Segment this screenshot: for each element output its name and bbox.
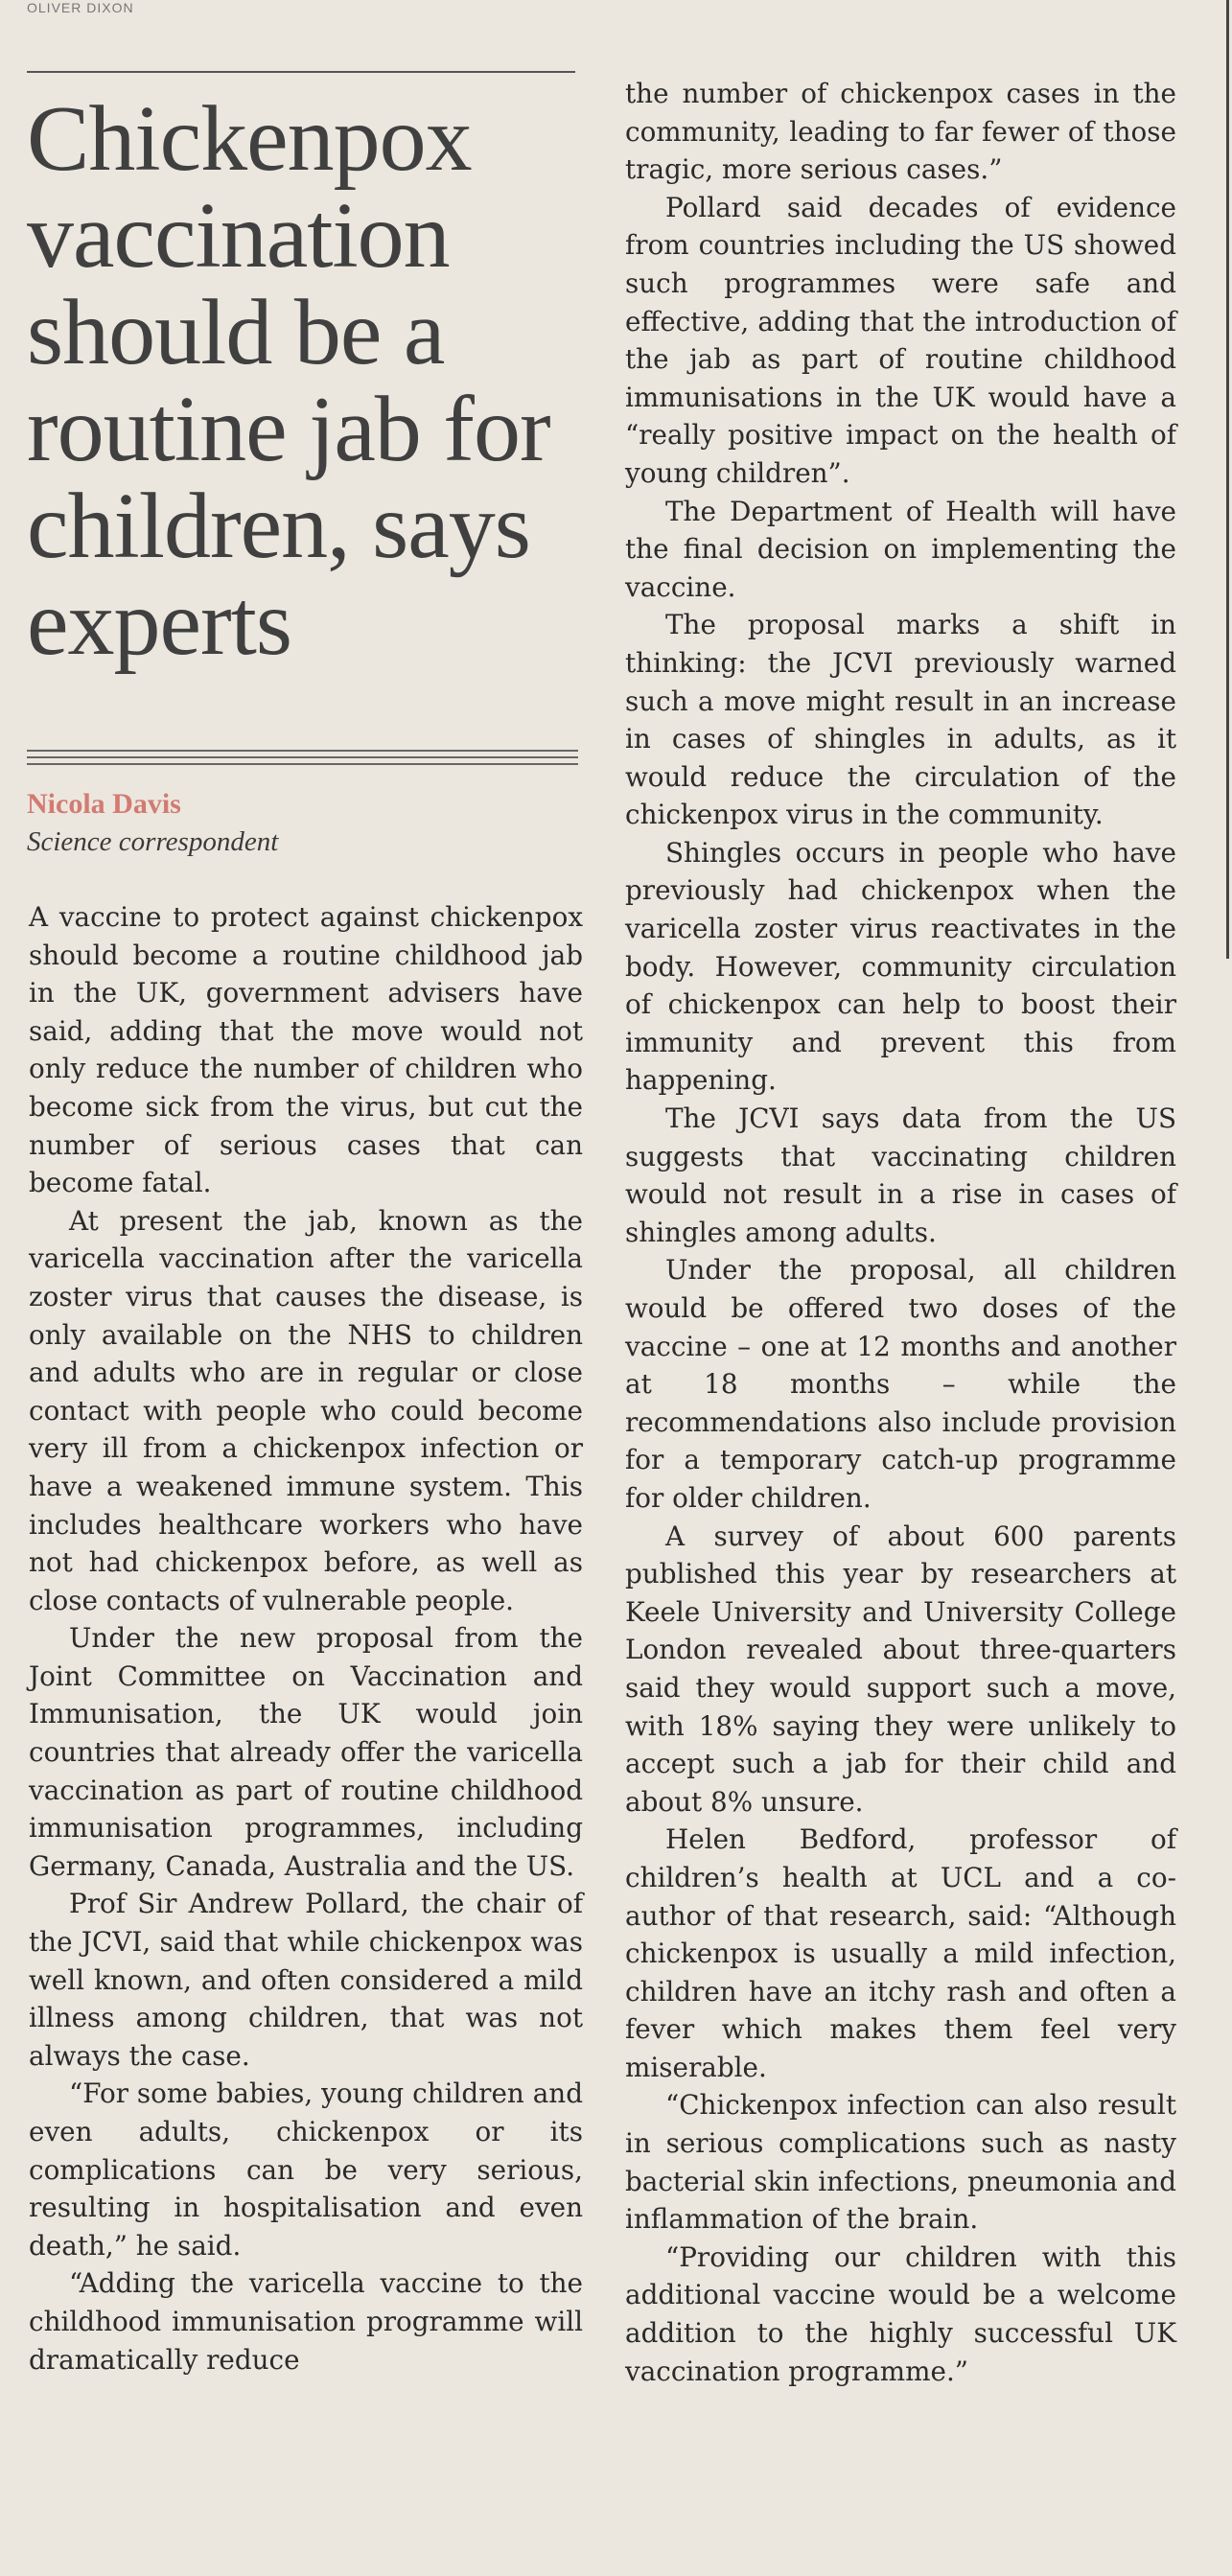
paragraph: Shingles occurs in people who have previously had chickenpox when the varicella zoster virus reactivates in the body. However, community circulation of chickenpox can help to boost their immunity and prevent this from happening.	[625, 836, 1176, 1097]
byline-role: Science correspondent	[27, 826, 279, 857]
paragraph: Pollard said decades of evidence from countries including the US showed such programmes were safe and effective, adding that the introduction of the jab as part of routine childhood immunisations in the UK would have a “really positive impact on the health of young children”.	[625, 191, 1176, 489]
paragraph: “For some babies, young children and even adults, chickenpox or its complications can be very serious, resulting in hospitalisation and even death,” he said.	[29, 2077, 583, 2262]
top-rule	[27, 71, 575, 73]
paragraph: A survey of about 600 parents published this year by researchers at Keele University and University College London revealed about three-quarters said they would support such a move, with 18% saying they were unlikely to accept such a jab for their child and about 8% unsure.	[625, 1520, 1176, 1818]
paragraph: Under the new proposal from the Joint Committee on Vaccination and Immunisation, the UK would join countries that already offer the varicella vaccination as part of routine childhood immunisation programmes, including Germany, Canada, Australia and the US.	[29, 1622, 583, 1882]
paragraph: The proposal marks a shift in thinking: the JCVI previously warned such a move might result in an increase in cases of shingles in adults, as it would reduce the circulation of the chickenpox virus in the community.	[625, 609, 1176, 831]
byline-author: Nicola Davis	[27, 788, 181, 820]
paragraph: the number of chickenpox cases in the community, leading to far fewer of those tragic, more serious cases.”	[625, 78, 1176, 186]
article-column-1	[29, 898, 583, 2379]
paragraph: Prof Sir Andrew Pollard, the chair of the JCVI, said that while chickenpox was well known, and often considered a mild illness among children, that was not always the case.	[29, 1888, 583, 2072]
top-cut-text: OLIVER DIXON	[27, 0, 134, 13]
headline: Chickenpox vaccination should be a routine jab for children, says experts	[27, 87, 550, 675]
right-column-rule	[1226, 0, 1229, 959]
paragraph: The Department of Health will have the final decision on implementing the vaccine.	[625, 495, 1176, 603]
paragraph: A vaccine to protect against chickenpox should become a routine childhood jab in the UK, government advisers have said, adding that the move would not only reduce the number of children who become sick from the virus, but cut the number of serious cases that can become fatal.	[29, 901, 583, 1199]
paragraph: “Chickenpox infection can also result in serious complications such as nasty bacterial skin infections, pneumonia and inflammation of the brain.	[625, 2089, 1176, 2236]
paragraph: Helen Bedford, professor of children’s health at UCL and a co-author of that research, said: “Although chickenpox is usually a mild infection, children have an itchy rash and often a fever which makes them feel very miserable.	[625, 1823, 1176, 2083]
byline-divider	[27, 750, 578, 770]
paragraph: “Providing our children with this additional vaccine would be a welcome addition to the highly successful UK vaccination programme.”	[625, 2240, 1176, 2387]
paragraph: “Adding the varicella vaccine to the childhood immunisation programme will dramatically reduce	[29, 2267, 583, 2376]
article-column-2	[625, 75, 1176, 2390]
paragraph: Under the proposal, all children would be offered two doses of the vaccine – one at 12 months and another at 18 months – while the recommendations also include provision for a temporary catch-up programme for older children.	[625, 1254, 1176, 1514]
paragraph: At present the jab, known as the varicella vaccination after the varicella zoster virus that causes the disease, is only available on the NHS to children and adults who are in regular or close contact with people who could become very ill from a chickenpox infection or have a weakened immune system. This includes healthcare workers who have not had chickenpox before, as well as close contacts of vulnerable people.	[29, 1204, 583, 1616]
paragraph: The JCVI says data from the US suggests that vaccinating children would not result in a rise in cases of shingles among adults.	[625, 1102, 1176, 1248]
